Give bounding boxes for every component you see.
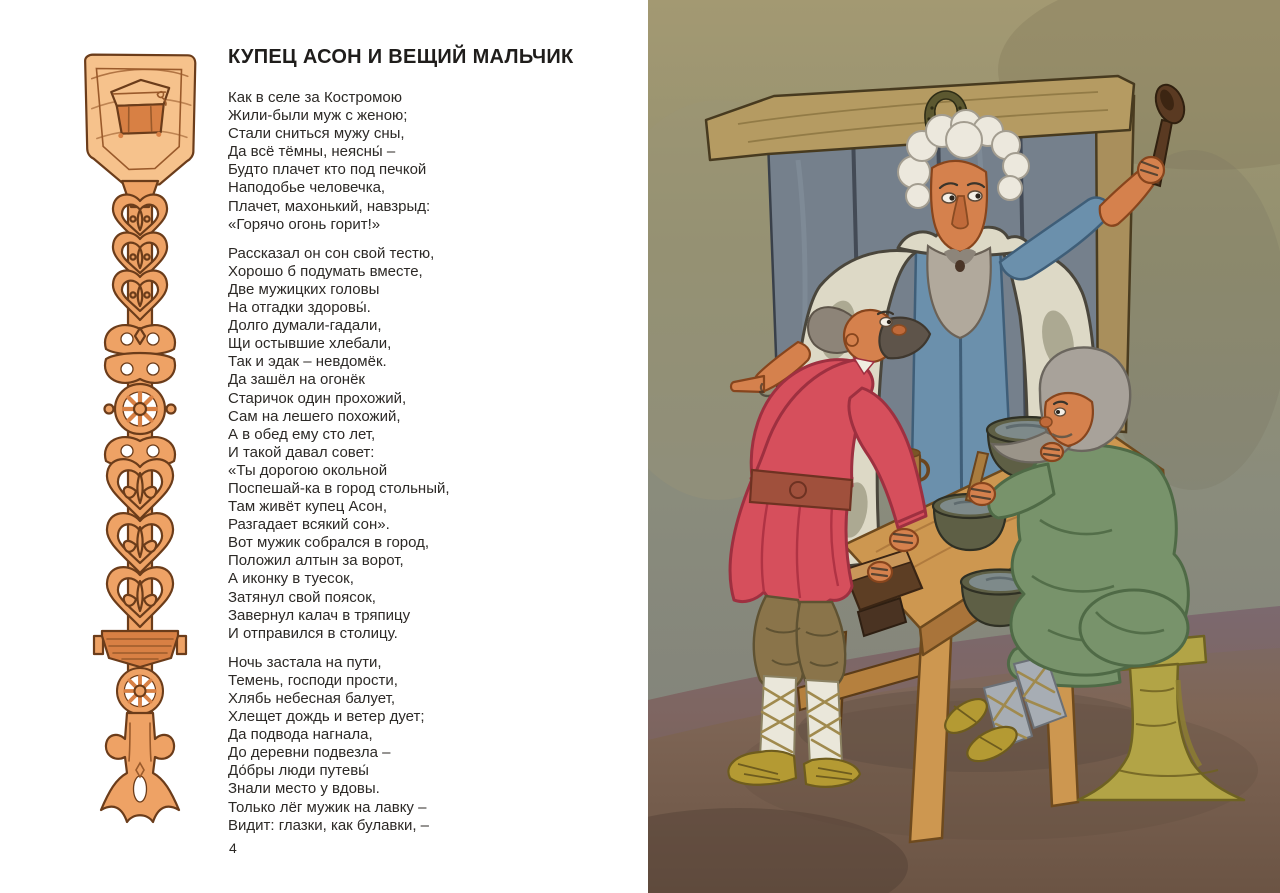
poem-line: Затянул свой поясок,: [228, 588, 376, 606]
poem-title: КУПЕЦ АСОН И ВЕЩИЙ МАЛЬЧИК: [228, 46, 574, 68]
poem-column: [228, 46, 598, 846]
poem-line: Сам на лешего похожий,: [228, 407, 401, 425]
ornament-hearts-fleur: [107, 459, 173, 627]
poem-line: Завернул калач в тряпицу: [228, 606, 411, 624]
ornament-paddle-chest: [84, 53, 200, 187]
stanza: [228, 245, 598, 643]
poem-line: Будто плачет кто под печкой: [228, 161, 427, 179]
poem-line: Темень, господи прости,: [228, 671, 398, 689]
poem-line: До деревни подвезла –: [228, 744, 391, 762]
poem-line: А в обед ему сто лет,: [228, 425, 376, 443]
ornament-wheel: [105, 384, 176, 434]
poem-line: Старичок один прохожий,: [228, 389, 407, 407]
poem-line: И отправился в столицу.: [228, 624, 398, 642]
poem-line: Как в селе за Костромою: [228, 89, 402, 106]
poem-line: Да подвода нагнала,: [228, 726, 373, 744]
ornament-block: [94, 631, 186, 667]
poem-line: Видит: глазки, как булавки, –: [228, 816, 430, 834]
poem-line: Наподобье человечка,: [228, 179, 386, 197]
poem-line: Плачет, махонький, навзрыд:: [228, 197, 431, 215]
poem-line: Рассказал он сон свой тестю,: [228, 244, 435, 262]
poem-line: Положил алтын за ворот,: [228, 552, 404, 570]
poem-line: На отгадки здоровы́.: [228, 299, 371, 317]
stanza: [228, 89, 598, 234]
poem-line: Щи остывшие хлебали,: [228, 335, 392, 353]
poem: [228, 89, 598, 835]
poem-line: Там живёт купец Асон,: [228, 498, 387, 516]
poem-line: Разгадает всякий сон».: [228, 516, 390, 534]
poem-line: Стали сниться мужу сны,: [228, 125, 405, 143]
poem-line: Вот мужик собрался в город,: [228, 534, 430, 552]
poem-line: Ночь застала на пути,: [228, 653, 382, 671]
poem-line: Да зашёл на огонёк: [228, 371, 365, 389]
poem-line: Хлещет дождь и ветер дует;: [228, 708, 425, 726]
poem-line: И такой давал совет:: [228, 443, 375, 461]
poem-line: Поспешай-ка в город стольный,: [228, 479, 450, 497]
poem-line: Только лёг мужик на лавку –: [228, 798, 427, 816]
poem-line: «Горячо огонь горит!»: [228, 215, 381, 233]
poem-line: Хлябь небесная балует,: [228, 690, 395, 707]
stanza: [228, 654, 598, 835]
hand-with-spoon: [969, 483, 995, 505]
poem-line: Знали место у вдовы.: [228, 780, 380, 798]
page-number: 4: [229, 840, 237, 856]
poem-line: Жили-были муж с женою;: [228, 107, 408, 125]
poem-line: Долго думали-гадали,: [228, 317, 382, 335]
ornament-wheel-lower: [117, 668, 163, 714]
poem-line: А иконку в туесок,: [228, 570, 354, 588]
carved-wood-ornament-illustration: [64, 53, 216, 829]
poem-line: Так и эдак – невдомёк.: [228, 353, 387, 371]
ornament-hearts-top: [113, 195, 167, 320]
right-page: [648, 0, 1280, 893]
ornament-base: [101, 713, 179, 822]
story-illustration: [648, 0, 1280, 893]
ornament-scrolls: [105, 325, 175, 383]
poem-line: Да всё тёмны, неясны́ –: [228, 143, 396, 161]
poem-line: До́бры люди путевы́: [228, 762, 369, 780]
poem-line: «Ты дорогою окольной: [228, 461, 388, 479]
poem-line: Хорошо б подумать вместе,: [228, 262, 423, 280]
poem-line: Две мужицких головы: [228, 280, 380, 298]
